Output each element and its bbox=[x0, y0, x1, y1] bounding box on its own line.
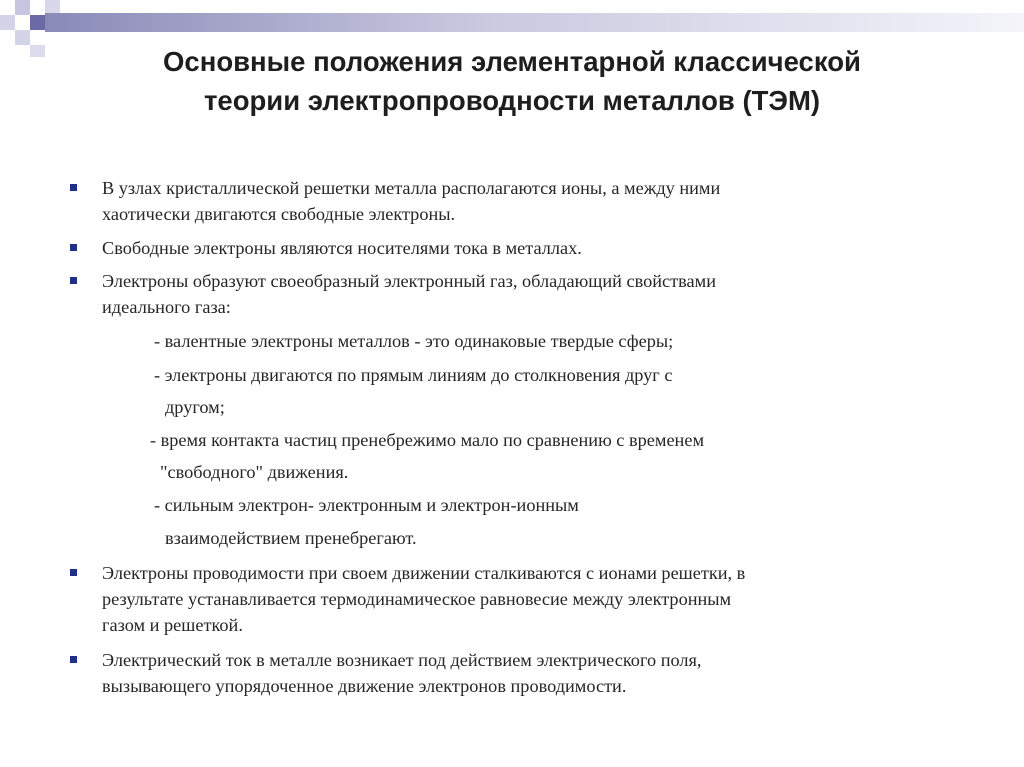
slide-title-line: теории электропроводности металлов (ТЭМ) bbox=[203, 85, 821, 116]
bullet-text-line: идеального газа: bbox=[102, 297, 231, 317]
bullet-text-line: Электроны проводимости при своем движении сталкиваются с ионами решетки, в bbox=[102, 563, 746, 583]
property-line: другом; bbox=[165, 397, 225, 417]
bullet-marker bbox=[70, 184, 77, 191]
bullet-marker bbox=[70, 277, 77, 284]
property-line: взаимодействием пренебрегают. bbox=[165, 528, 417, 548]
bullet-text-line: Электрический ток в металле возникает под действием электрического поля, bbox=[102, 650, 702, 670]
bullet-text-line: результате устанавливается термодинамическое равновесие между электронным bbox=[102, 589, 732, 609]
property-line: - время контакта частиц пренебрежимо мало по сравнению с временем bbox=[150, 430, 705, 450]
property-line: "свободного" движения. bbox=[160, 462, 349, 482]
slide-title-line: Основные положения элементарной классической bbox=[163, 46, 861, 77]
bullet-text-line: Свободные электроны являются носителями тока в металлах. bbox=[102, 238, 582, 258]
bullet-text-line: В узлах кристаллической решетки металла располагаются ионы, а между ними bbox=[102, 178, 721, 198]
property-line: - электроны двигаются по прямым линиям до столкновения друг с bbox=[154, 365, 673, 385]
property-line: - сильным электрон- электронным и электрон-ионным bbox=[154, 495, 579, 515]
bullet-marker bbox=[70, 656, 77, 663]
bullet-text-line: вызывающего упорядоченное движение электронов проводимости. bbox=[102, 676, 627, 696]
bullet-text-line: Электроны образуют своеобразный электронный газ, обладающий свойствами bbox=[102, 271, 717, 291]
bullet-marker bbox=[70, 569, 77, 576]
bullet-text-line: хаотически двигаются свободные электроны. bbox=[102, 204, 456, 224]
property-line: - валентные электроны металлов - это одинаковые твердые сферы; bbox=[154, 331, 674, 351]
bullet-text-line: газом и решеткой. bbox=[102, 615, 243, 635]
bullet-marker bbox=[70, 244, 77, 251]
